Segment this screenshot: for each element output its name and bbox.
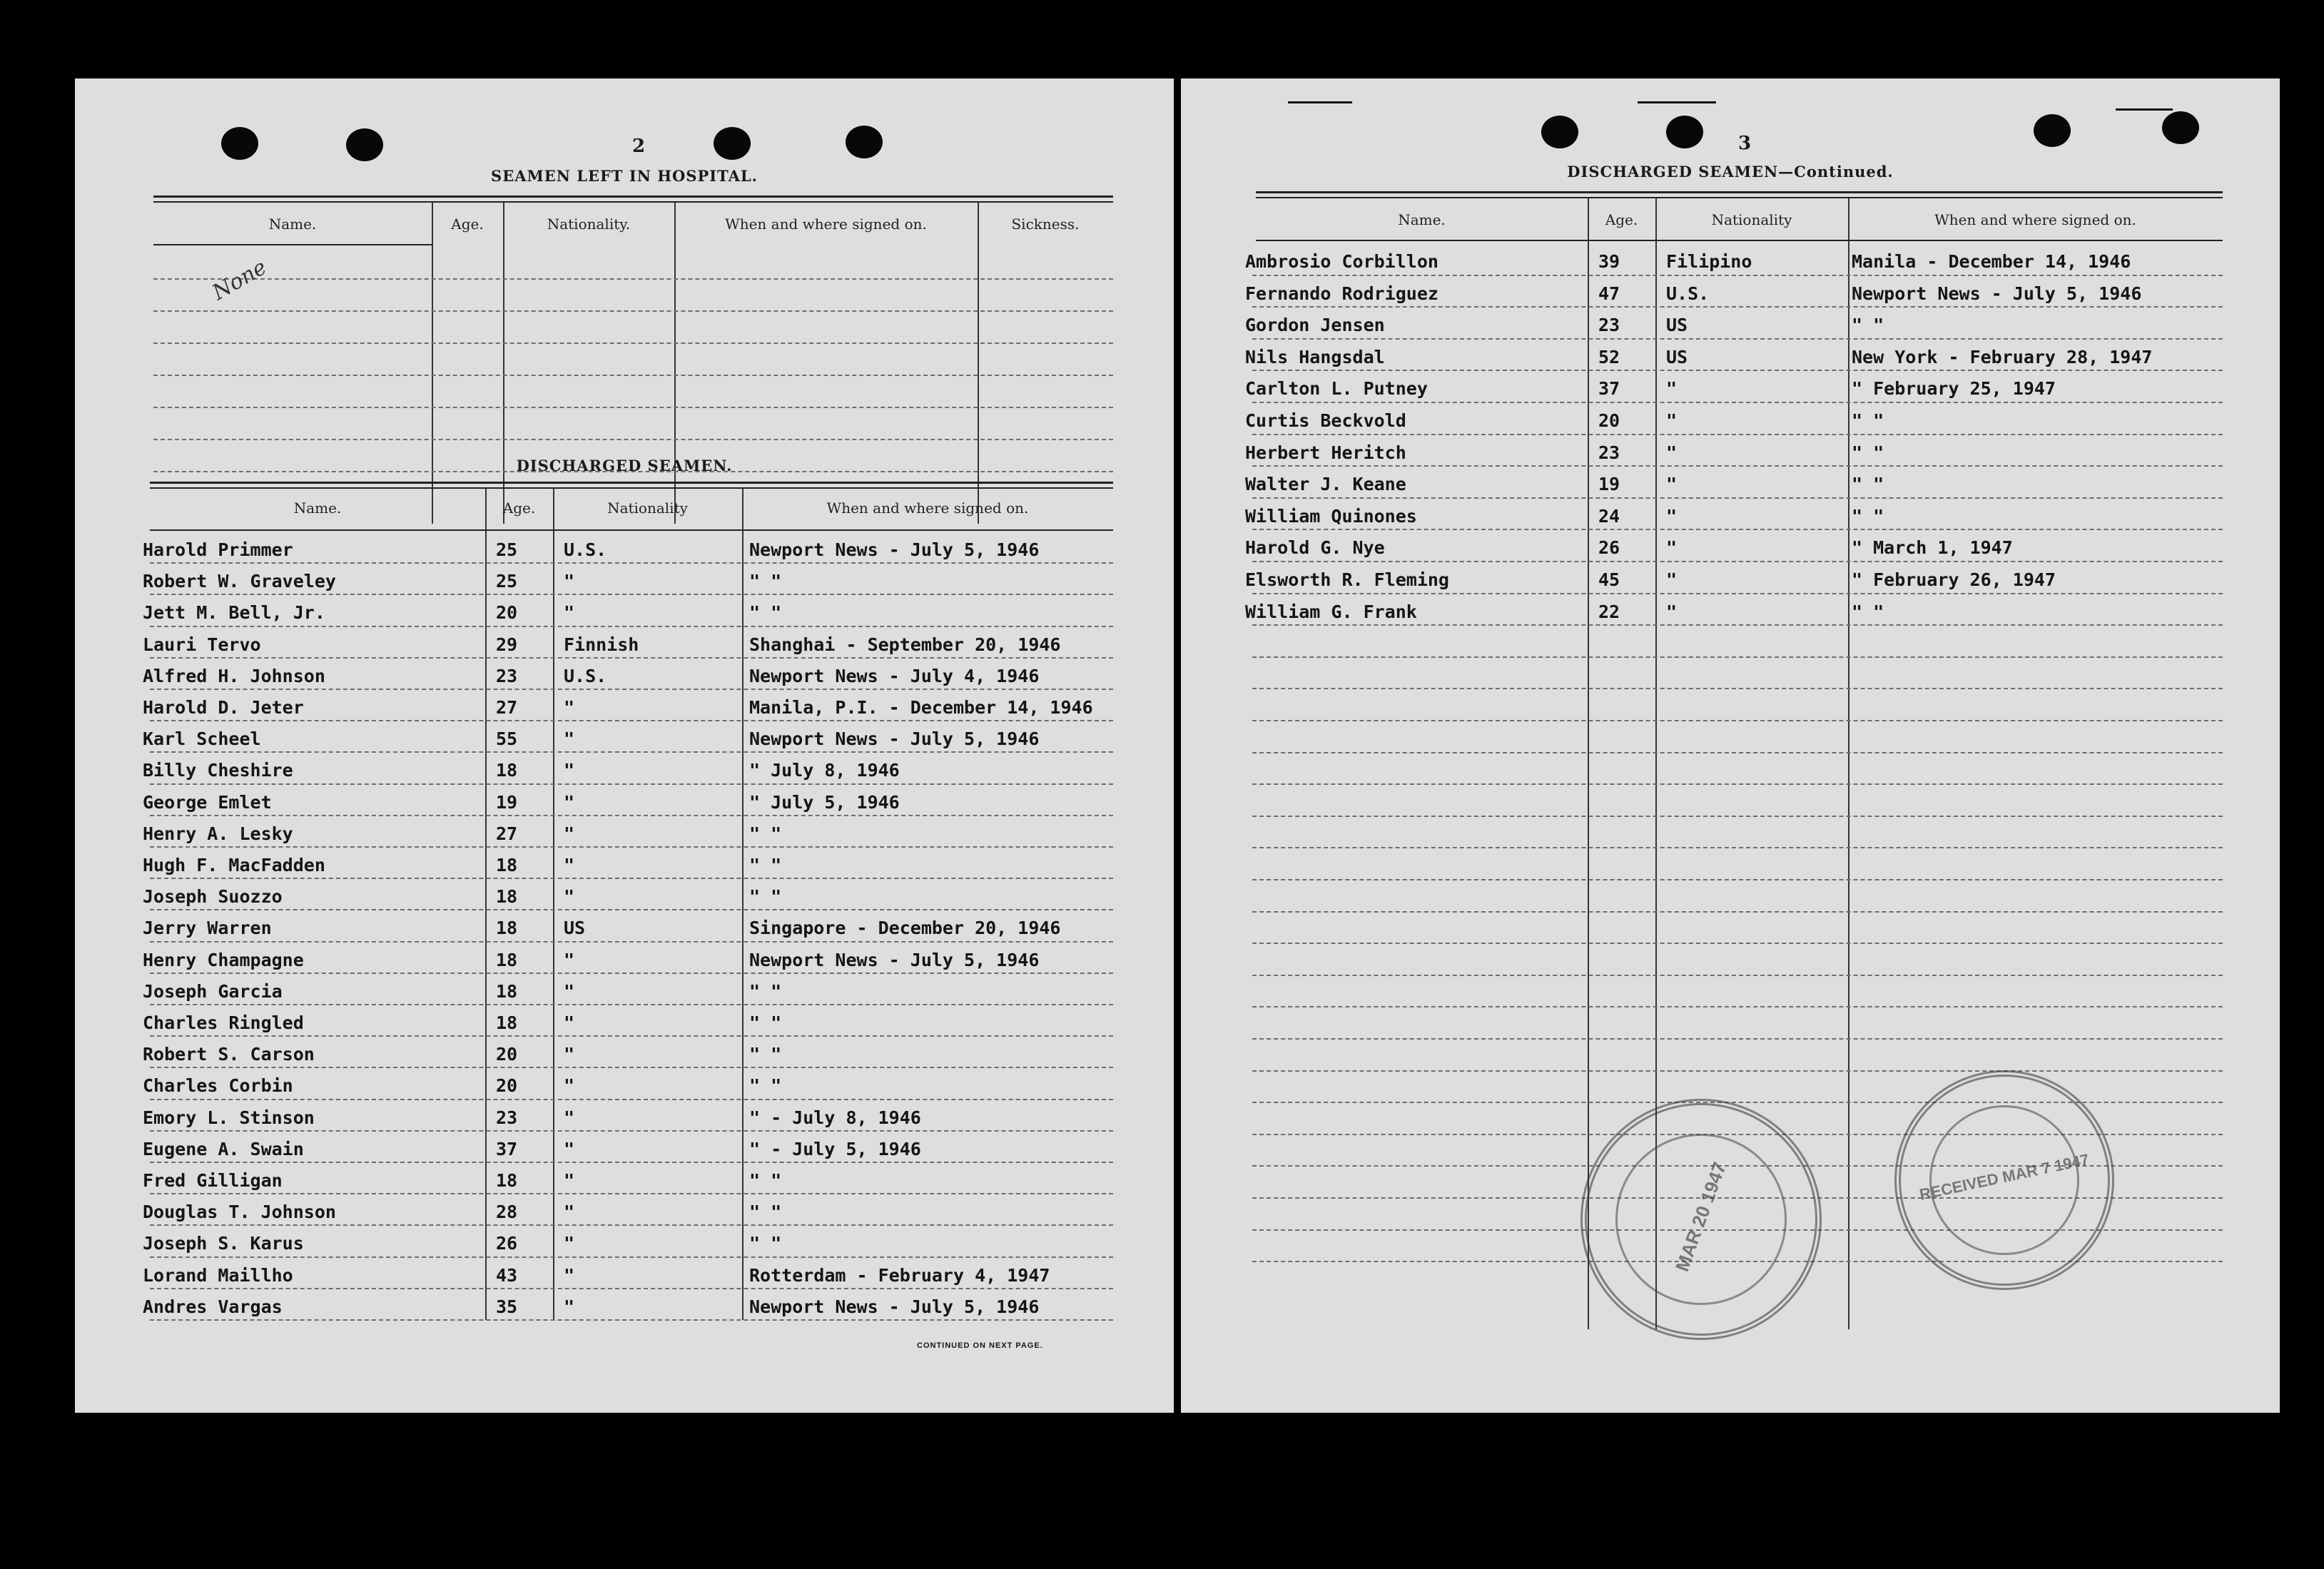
cell-name: Douglas T. Johnson (143, 1202, 336, 1223)
punch-hole-icon (846, 126, 883, 158)
cell-age: 45 (1598, 569, 1620, 590)
cell-signed-on: " " (749, 886, 782, 908)
cell-age: 20 (496, 1075, 518, 1097)
hospital-header-name: Name. (268, 215, 317, 233)
cell-name: Harold G. Nye (1245, 537, 1385, 559)
cell-signed-on: " " (1852, 410, 1884, 431)
cell-name: Fernando Rodriguez (1245, 283, 1438, 304)
cell-nationality: Filipino (1666, 251, 1752, 272)
hospital-section-title: SEAMEN LEFT IN HOSPITAL. (491, 167, 758, 185)
cell-age: 18 (496, 760, 518, 781)
cell-name: Robert W. Graveley (143, 571, 336, 592)
cell-nationality: US (1666, 315, 1688, 336)
cell-nationality: " (564, 823, 575, 844)
cell-age: 23 (496, 665, 518, 686)
cell-signed-on: " " (749, 1012, 782, 1033)
cell-name: Joseph Garcia (143, 980, 283, 1002)
cell-name: Lauri Tervo (143, 634, 261, 655)
cell-signed-on: " July 8, 1946 (749, 760, 900, 781)
cell-age: 35 (496, 1296, 518, 1317)
cell-age: 26 (1598, 537, 1620, 559)
cell-age: 25 (496, 539, 518, 560)
punch-hole-icon (1541, 116, 1578, 148)
cell-nationality: " (564, 886, 575, 908)
cell-age: 18 (496, 980, 518, 1002)
cell-age: 29 (496, 634, 518, 655)
hospital-header-sickness: Sickness. (1011, 215, 1080, 233)
cell-nationality: " (564, 1170, 575, 1191)
cell-name: Henry Champagne (143, 949, 304, 970)
cell-signed-on: " " (749, 1170, 782, 1191)
received-stamp-right: RECEIVED MAR 7 1947 (1894, 1070, 2114, 1290)
cell-age: 55 (496, 728, 518, 750)
cell-nationality: US (564, 918, 586, 939)
cell-signed-on: Newport News - July 5, 1946 (749, 728, 1040, 750)
cell-signed-on: " " (749, 855, 782, 875)
cell-signed-on: " " (1852, 315, 1884, 336)
cell-nationality: U.S. (564, 665, 607, 686)
cell-nationality: " (564, 602, 575, 624)
cell-name: Andres Vargas (143, 1296, 283, 1317)
cell-nationality: " (564, 1044, 575, 1065)
cell-signed-on: Singapore - December 20, 1946 (749, 918, 1061, 939)
cell-age: 27 (496, 697, 518, 718)
hospital-header-signed-on: When and where signed on. (725, 215, 927, 233)
cell-name: Herbert Heritch (1245, 442, 1406, 463)
cell-age: 27 (496, 823, 518, 844)
cell-age: 52 (1598, 346, 1620, 367)
cell-signed-on: " - July 8, 1946 (749, 1107, 921, 1128)
cell-age: 23 (1598, 442, 1620, 463)
cell-signed-on: " " (749, 1233, 782, 1254)
cell-nationality: " (564, 1296, 575, 1317)
cell-age: 43 (496, 1264, 518, 1286)
cell-name: Ambrosio Corbillon (1245, 251, 1438, 272)
cell-age: 18 (496, 918, 518, 939)
continued-header-nationality: Nationality (1711, 211, 1792, 228)
continued-note: CONTINUED ON NEXT PAGE. (917, 1341, 1043, 1350)
cell-age: 47 (1598, 283, 1620, 304)
discharged-section-title: DISCHARGED SEAMEN. (516, 457, 733, 474)
cell-signed-on: " " (1852, 505, 1884, 527)
cell-age: 20 (496, 602, 518, 624)
cell-signed-on: New York - February 28, 1947 (1852, 346, 2153, 367)
cell-name: Emory L. Stinson (143, 1107, 315, 1128)
cell-age: 37 (1598, 378, 1620, 400)
cell-name: Henry A. Lesky (143, 823, 293, 844)
punch-hole-icon (2162, 111, 2199, 144)
cell-signed-on: " " (1852, 474, 1884, 495)
cell-signed-on: " " (749, 1202, 782, 1223)
cell-name: Jett M. Bell, Jr. (143, 602, 325, 624)
cell-age: 25 (496, 571, 518, 592)
punch-hole-icon (714, 127, 751, 160)
cell-name: Elsworth R. Fleming (1245, 569, 1449, 590)
cell-age: 37 (496, 1138, 518, 1159)
cell-name: William Quinones (1245, 505, 1417, 527)
cell-nationality: " (1666, 442, 1678, 463)
cell-nationality: " (564, 571, 575, 592)
cell-nationality: " (564, 855, 575, 875)
cell-name: Karl Scheel (143, 728, 261, 750)
cell-name: Jerry Warren (143, 918, 272, 939)
cell-name: William G. Frank (1245, 601, 1417, 622)
cell-name: Robert S. Carson (143, 1044, 315, 1065)
cell-age: 18 (496, 1012, 518, 1033)
received-stamp-left: MAR 20 1947 (1580, 1099, 1822, 1340)
cell-age: 23 (1598, 315, 1620, 336)
hospital-header-age: Age. (451, 215, 484, 233)
cell-name: Carlton L. Putney (1245, 378, 1428, 400)
cell-signed-on: " " (749, 1075, 782, 1097)
cell-signed-on: Shanghai - September 20, 1946 (749, 634, 1061, 655)
cell-age: 20 (1598, 410, 1620, 431)
cell-nationality: " (564, 1264, 575, 1286)
cell-signed-on: Newport News - July 5, 1946 (749, 1296, 1040, 1317)
cell-nationality: U.S. (564, 539, 607, 560)
cell-nationality: " (1666, 569, 1678, 590)
continued-header-name: Name. (1398, 211, 1446, 228)
cell-name: Joseph S. Karus (143, 1233, 304, 1254)
cell-signed-on: " " (1852, 442, 1884, 463)
cell-nationality: U.S. (1666, 283, 1710, 304)
cell-nationality: " (1666, 410, 1678, 431)
cell-signed-on: " " (1852, 601, 1884, 622)
cell-signed-on: Newport News - July 5, 1946 (749, 949, 1040, 970)
discharged-header-age: Age. (502, 499, 536, 517)
cell-signed-on: " February 25, 1947 (1852, 378, 2056, 400)
cell-signed-on: " " (749, 980, 782, 1002)
cell-nationality: " (1666, 378, 1678, 400)
cell-nationality: " (1666, 537, 1678, 559)
cell-signed-on: " February 26, 1947 (1852, 569, 2056, 590)
cell-signed-on: " " (749, 1044, 782, 1065)
page-number: 2 (631, 136, 646, 157)
cell-name: Nils Hangsdal (1245, 346, 1385, 367)
cell-nationality: " (564, 1202, 575, 1223)
cell-age: 18 (496, 1170, 518, 1191)
cell-age: 19 (1598, 474, 1620, 495)
cell-age: 22 (1598, 601, 1620, 622)
cell-nationality: US (1666, 346, 1688, 367)
discharged-header-signed-on: When and where signed on. (826, 499, 1029, 517)
cell-nationality: " (564, 791, 575, 813)
cell-age: 18 (496, 949, 518, 970)
cell-nationality: " (1666, 505, 1678, 527)
cell-name: Harold D. Jeter (143, 697, 304, 718)
hospital-header-nationality: Nationality. (547, 215, 631, 233)
cell-nationality: " (564, 1012, 575, 1033)
cell-name: Lorand Maillho (143, 1264, 293, 1286)
continued-header-signed-on: When and where signed on. (1934, 211, 2136, 228)
cell-nationality: " (1666, 474, 1678, 495)
cell-name: Gordon Jensen (1245, 315, 1385, 336)
cell-nationality: " (564, 728, 575, 750)
cell-name: Walter J. Keane (1245, 474, 1406, 495)
cell-signed-on: " July 5, 1946 (749, 791, 900, 813)
cell-nationality: " (564, 980, 575, 1002)
cell-name: Eugene A. Swain (143, 1138, 304, 1159)
cell-age: 18 (496, 855, 518, 875)
cell-nationality: " (564, 1138, 575, 1159)
cell-name: Joseph Suozzo (143, 886, 283, 908)
punch-hole-icon (2034, 114, 2071, 147)
cell-signed-on: Newport News - July 4, 1946 (749, 665, 1040, 686)
cell-signed-on: " " (749, 602, 782, 624)
cell-signed-on: " " (749, 823, 782, 844)
cell-name: Alfred H. Johnson (143, 665, 325, 686)
cell-signed-on: Newport News - July 5, 1946 (749, 539, 1040, 560)
punch-hole-icon (346, 128, 383, 161)
cell-signed-on: Manila, P.I. - December 14, 1946 (749, 697, 1093, 718)
cell-signed-on: Manila - December 14, 1946 (1852, 251, 2131, 272)
cell-nationality: " (564, 1107, 575, 1128)
cell-nationality: " (1666, 601, 1678, 622)
punch-hole-icon (221, 127, 258, 160)
discharged-continued-title: DISCHARGED SEAMEN—Continued. (1567, 163, 1894, 181)
page-number: 3 (1737, 133, 1752, 154)
cell-name: Harold Primmer (143, 539, 293, 560)
cell-name: Fred Gilligan (143, 1170, 283, 1191)
cell-nationality: " (564, 949, 575, 970)
cell-name: Billy Cheshire (143, 760, 293, 781)
cell-age: 19 (496, 791, 518, 813)
cell-name: Charles Ringled (143, 1012, 304, 1033)
punch-hole-icon (1666, 116, 1703, 148)
cell-name: Hugh F. MacFadden (143, 855, 325, 875)
cell-nationality: " (564, 697, 575, 718)
discharged-header-nationality: Nationality (607, 499, 688, 517)
cell-nationality: " (564, 1233, 575, 1254)
cell-name: George Emlet (143, 791, 272, 813)
continued-header-age: Age. (1605, 211, 1638, 228)
left-page (75, 78, 1174, 1413)
cell-age: 20 (496, 1044, 518, 1065)
cell-name: Curtis Beckvold (1245, 410, 1406, 431)
cell-signed-on: " " (749, 571, 782, 592)
cell-age: 39 (1598, 251, 1620, 272)
discharged-header-name: Name. (293, 499, 342, 517)
cell-name: Charles Corbin (143, 1075, 293, 1097)
cell-age: 23 (496, 1107, 518, 1128)
cell-age: 18 (496, 886, 518, 908)
cell-signed-on: " - July 5, 1946 (749, 1138, 921, 1159)
handwritten-none: None (208, 254, 271, 306)
cell-nationality: Finnish (564, 634, 639, 655)
cell-age: 26 (496, 1233, 518, 1254)
cell-age: 24 (1598, 505, 1620, 527)
cell-signed-on: Rotterdam - February 4, 1947 (749, 1264, 1050, 1286)
cell-signed-on: Newport News - July 5, 1946 (1852, 283, 2142, 304)
cell-nationality: " (564, 760, 575, 781)
right-page (1181, 78, 2280, 1413)
cell-signed-on: " March 1, 1947 (1852, 537, 2013, 559)
cell-age: 28 (496, 1202, 518, 1223)
cell-nationality: " (564, 1075, 575, 1097)
